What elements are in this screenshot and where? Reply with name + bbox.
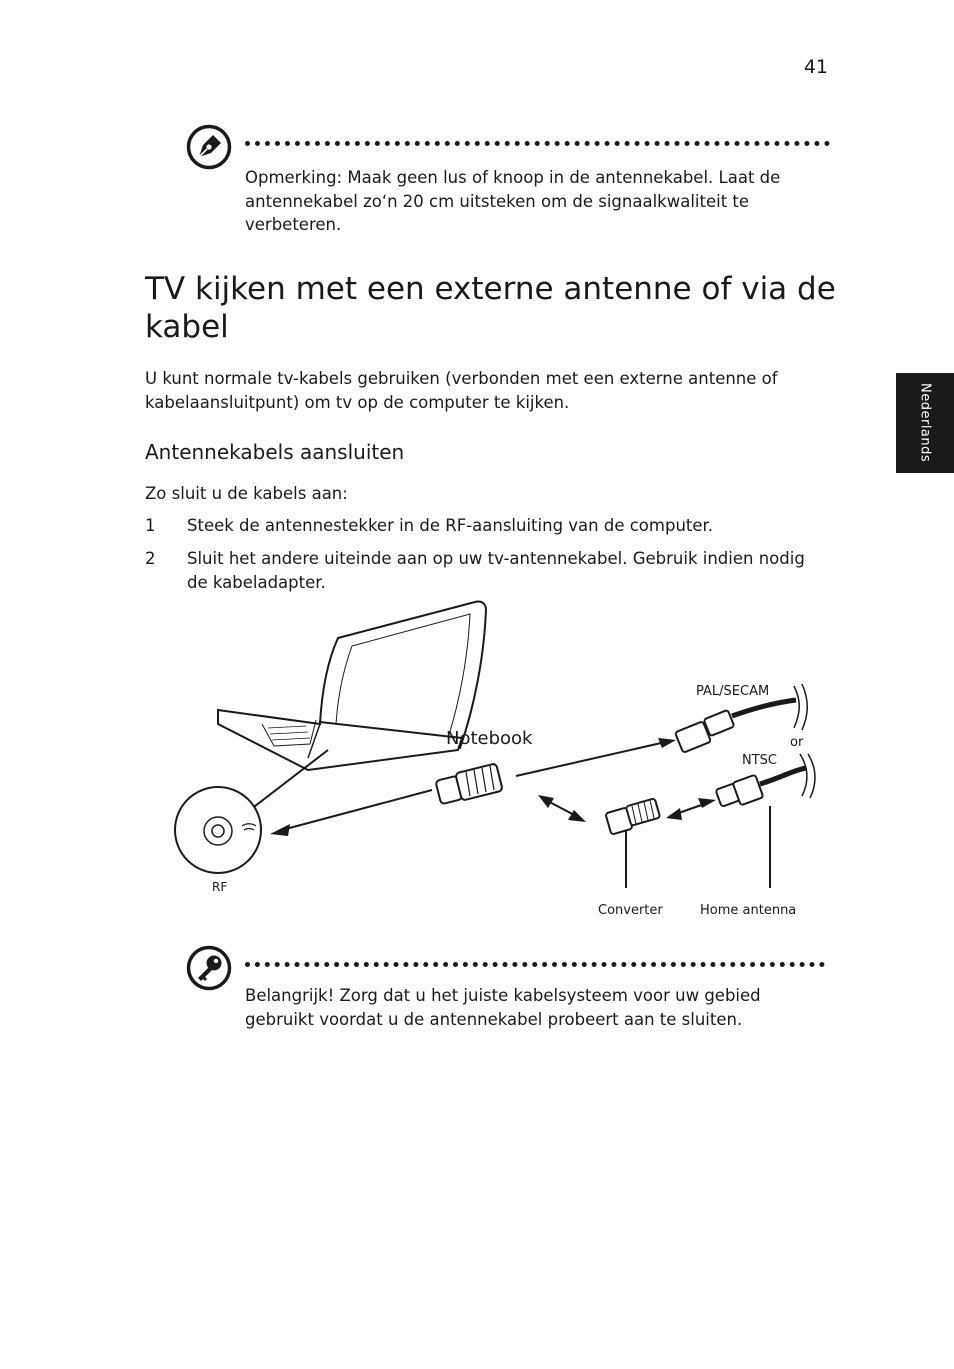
step-1-text: Steek de antennestekker in de RF-aansluiting van de computer. [187,516,714,535]
or-label: or [790,735,804,750]
pen-icon [186,124,232,170]
section-title: TV kijken met een externe antenne of via de kabel [145,271,836,345]
subsection-title: Antennekabels aansluiten [145,440,405,464]
note-divider [245,141,830,146]
page-number: 41 [803,56,828,78]
rf-label: RF [212,880,228,894]
converter-label: Converter [598,903,663,918]
step-1-number: 1 [145,516,156,535]
step-2-text: Sluit het andere uiteinde aan op uw tv-antennekabel. Gebruik indien nodig de kabeladapter. [187,549,805,592]
important-text [245,984,825,1031]
language-tab [896,373,954,473]
important-divider [245,962,825,967]
steps-lead: Zo sluit u de kabels aan: [145,484,348,503]
important-label: Belangrijk! [245,986,335,1005]
note-text [245,166,825,237]
language-tab-label: Nederlands [917,383,933,463]
pal-secam-label: PAL/SECAM [696,684,770,699]
key-icon [186,945,232,991]
connection-diagram [170,598,830,928]
step-2-number: 2 [145,549,156,568]
important-body: Zorg dat u het juiste kabelsysteem voor uw gebied gebruikt voordat u de antennekabel probeert aan te sluiten. [245,986,761,1029]
ntsc-label: NTSC [742,753,777,768]
rf-zoom-circle [175,787,261,873]
section-intro: U kunt normale tv-kabels gebruiken (verbonden met een externe antenne of kabelaansluitpunt) om tv op de computer te kijken. [145,369,778,412]
notebook-label: Notebook [446,728,533,749]
home-antenna-label: Home antenna [700,903,797,918]
note-label: Opmerking: [245,168,343,187]
note-body: Maak geen lus of knoop in de antennekabel. Laat de antennekabel zo‘n 20 cm uitsteken om de signaalkwaliteit te verbeteren. [245,168,781,234]
